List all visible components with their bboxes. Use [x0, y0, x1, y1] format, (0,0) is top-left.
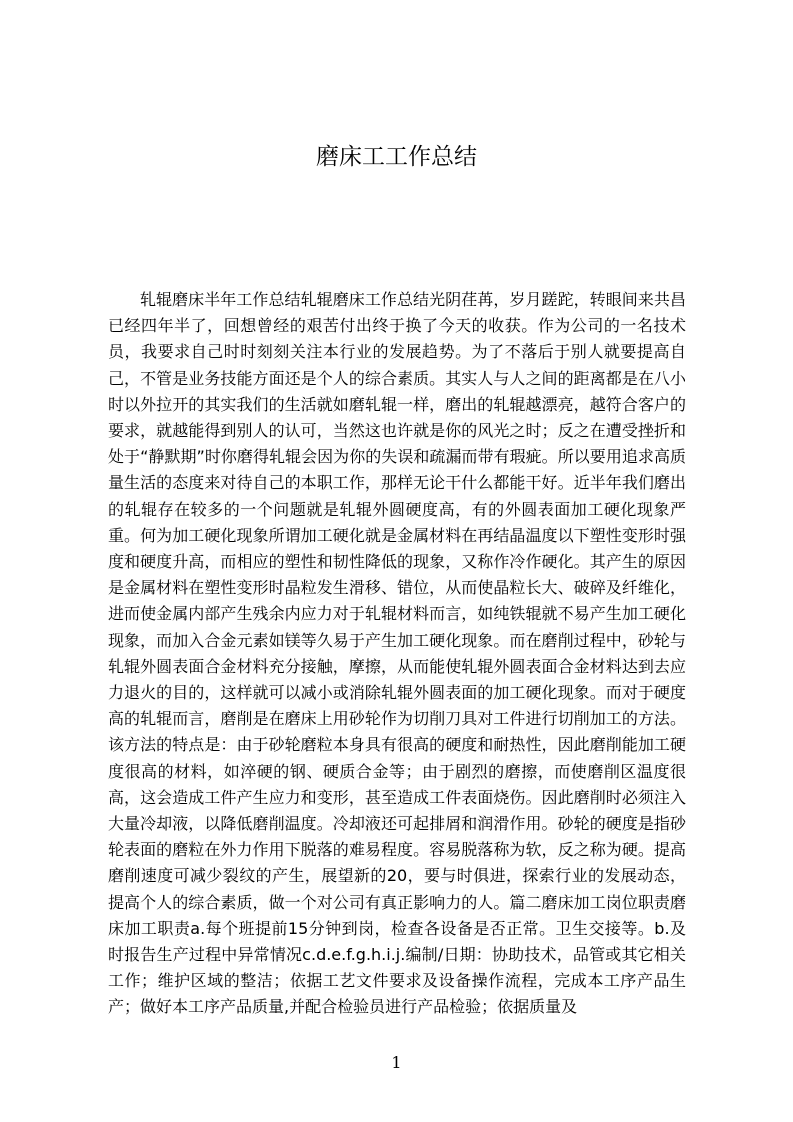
page-number: 1 — [391, 1053, 402, 1072]
document-title: 磨床工工作总结 — [316, 144, 477, 170]
body-paragraph: 轧辊磨床半年工作总结轧辊磨床工作总结光阴荏苒，岁月蹉跎，转眼间来共昌已经四年半了，回想曾经的艰苦付出终于换了今天的收获。作为公司的一名技术员，我要求自己时时刻刻关注本行业的发展趋势。为了不落后于别人就要提高自己，不管是业务技能方面还是个人的综合素质。其实人与人之间的距离都是在八小时以外拉开的其实我们的生活就如磨轧辊一样，磨出的轧辊越漂亮，越符合客户的要求，就越能得到别人的认可，当然这也许就是你的风光之时；反之在遭受挫折和处于“静默期”时你磨得轧辊会因为你的失误和疏漏而带有瑕疵。所以要用追求高质量生活的态度来对待自己的本职工作，那样无论干什么都能干好。近半年我们磨出的轧辊存在较多的一个问题就是轧辊外圆硬度高，有的外圆表面加工硬化现象严重。何为加工硬化现象所谓加工硬化就是金属材料在再结晶温度以下塑性变形时强度和硬度升高，而相应的塑性和韧性降低的现象，又称作冷作硬化。其产生的原因是金属材料在塑性变形时晶粒发生滑移、错位，从而使晶粒长大、破碎及纤维化，进而使金属内部产生残余内应力对于轧辊材料而言，如纯铁辊就不易产生加工硬化现象，而加入合金元素如镁等久易于产生加工硬化现象。而在磨削过程中，砂轮与轧辊外圆表面合金材料充分接触，摩擦，从而能使轧辊外圆表面合金材料达到去应力退火的目的，这样就可以减小或消除轧辊外圆表面的加工硬化现象。而对于硬度高的轧辊而言，磨削是在磨床上用砂轮作为切削刀具对工件进行切削加工的方法。该方法的特点是：由于砂轮磨粒本身具有很高的硬度和耐热性，因此磨削能加工硬度很高的材料，如淬硬的钢、硬质合金等；由于剧烈的磨擦，而使磨削区温度很高，这会造成工件产生应力和变形，甚至造成工件表面烧伤。因此磨削时必须注入大量冷却液，以降低磨削温度。冷却液还可起排屑和润滑作用。砂轮的硬度是指砂轮表面的磨粒在外力作用下脱落的难易程度。容易脱落称为软，反之称为硬。提高磨削速度可减少裂纹的产生，展望新的20，要与时俱进，探索行业的发展动态，提高个人的综合素质，做一个对公司有真正影响力的人。篇二磨床加工岗位职责磨床加工职责a.每个班提前15分钟到岗，检查各设备是否正常。卫生交接等。b.及时报告生产过程中异常情况c.d.e.f.g.h.i.j.编制/日期：协助技术，品管或其它相关工作；维护区域的整洁；依据工艺文件要求及设备操作流程，完成本工序产品生产；做好本工序产品质量,并配合检验员进行产品检验；依据质量及 — [108, 290, 686, 1017]
